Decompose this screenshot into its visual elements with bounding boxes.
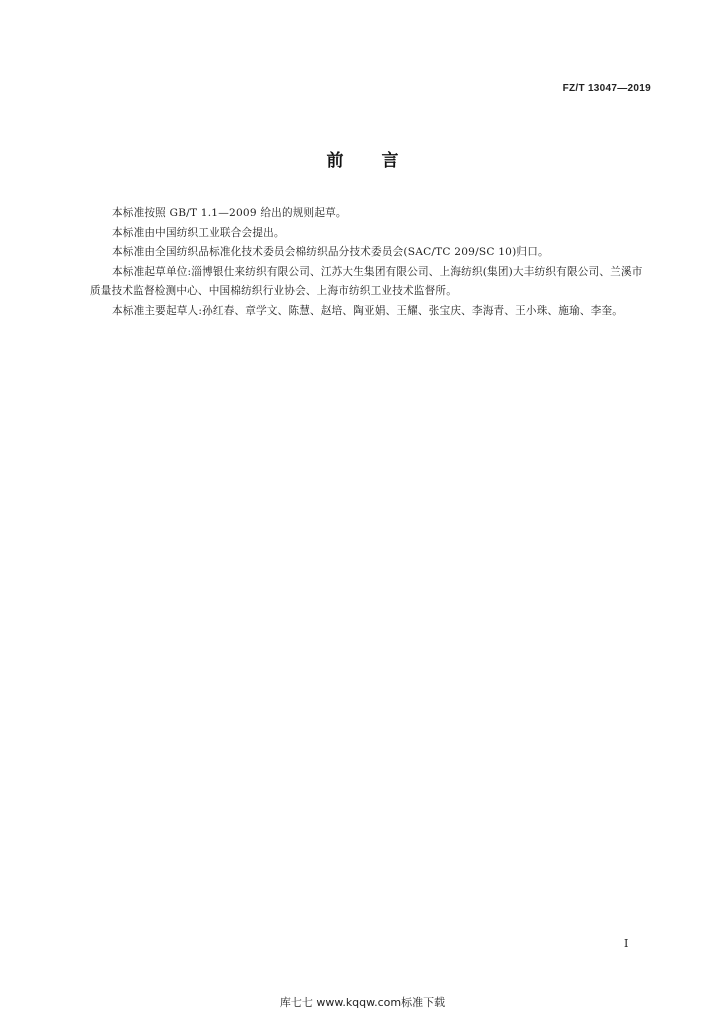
paragraph-drafters: 本标准主要起草人:孙红春、章学文、陈慧、赵培、陶亚娟、王耀、张宝庆、李海青、王小珠、施瑜、李奎。 <box>112 304 624 317</box>
standard-code: FZ/T 13047—2019 <box>562 83 651 94</box>
foreword-body <box>90 204 650 322</box>
paragraph-administrator: 本标准由全国纺织品标准化技术委员会棉纺织品分技术委员会(SAC/TC 209/SC 10)归口。 <box>112 246 549 259</box>
paragraph-proposer: 本标准由中国纺织工业联合会提出。 <box>112 226 285 239</box>
paragraph-drafting-rules: 本标准按照 GB/T 1.1—2009 给出的规则起草。 <box>112 207 347 219</box>
page-title: 前言 <box>326 151 437 171</box>
page-number: I <box>624 937 629 950</box>
paragraph-drafting-units: 本标准起草单位:淄博银仕来纺织有限公司、江苏大生集团有限公司、上海纺织(集团)大丰纺织有限公司、兰溪市质量技术监督检测中心、中国棉纺织行业协会、上海市纺织工业技术监督所。 <box>90 265 643 298</box>
footer-watermark: 库七七 www.kqqw.com标准下载 <box>279 996 446 1009</box>
